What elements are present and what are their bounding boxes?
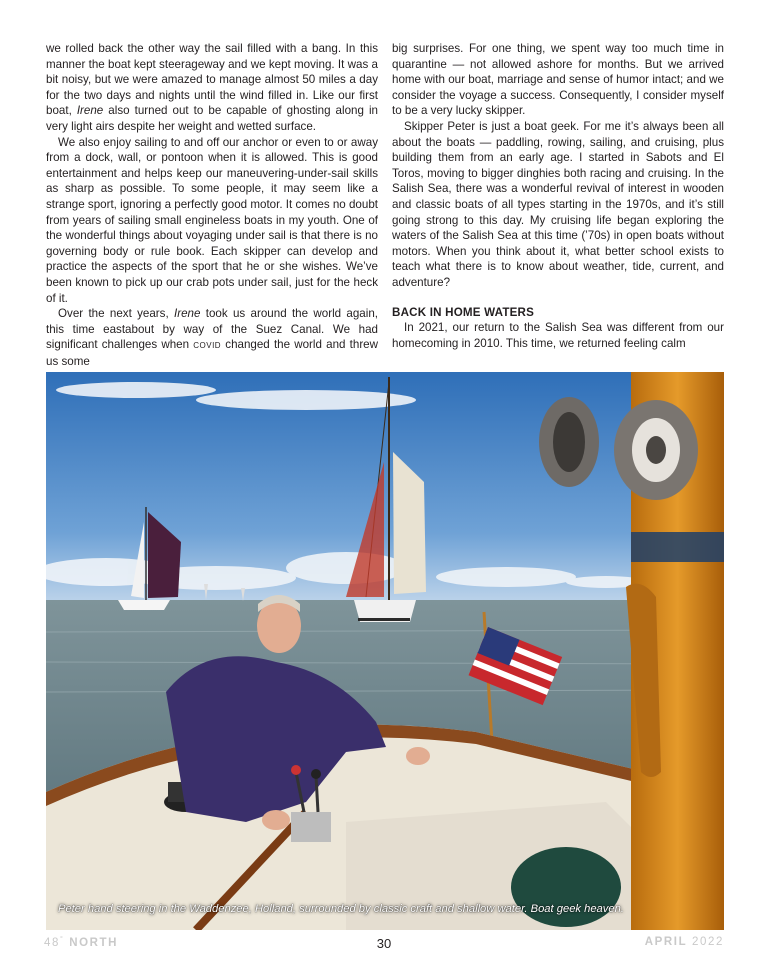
paragraph: Over the next years, Irene took us around the world again, this time eastabout by way of the Suez Canal. We had significant challenges when covid changed the world and threw us some (46, 307, 378, 368)
right-column (392, 41, 724, 351)
page-footer (0, 936, 768, 952)
section-heading: BACK IN HOME WATERS (392, 305, 535, 319)
issue-date: APRIL 2022 (644, 936, 724, 948)
sailing-scene-illustration (46, 372, 724, 930)
page-number: 30 (376, 936, 392, 951)
paragraph: big surprises. For one thing, we spent way too much time in quarantine — not allowed ashore for months. But we arrived home with our boat, marriage and sense of humor intact; and we consider the voyage a success. Consequently, I consider myself to be a very lucky skipper. (392, 42, 724, 118)
magazine-name: 48° NORTH (44, 936, 119, 949)
left-column (46, 41, 378, 369)
paragraph: In 2021, our return to the Salish Sea was different from our homecoming in 2010. This time, we returned feeling calm (392, 321, 724, 350)
boat-name: Irene (174, 307, 201, 321)
photo-caption: Peter hand steering in the Waddenzee, Holland, surrounded by classic craft and shallow water. Boat geek heaven. (58, 903, 624, 915)
boat-name: Irene (76, 104, 104, 118)
paragraph: We also enjoy sailing to and off our anchor or even to or away from a dock, wall, or pontoon when it is allowed. This is good entertainment and helps keep our maneuvering-under-sail skills as sharp as possible. To some people, it may seem like a strange sport, ignoring a perfectly good motor. It comes no doubt from years of sailing small engineless boats in my youth. One of the wonderful things about voyaging under sail is that there is no governing body or rule book. Each skipper can develop and practice the aspects of the sport that he or she wishes. We’ve been known to pick up our crab pots under sail, just for the heck of it. (46, 135, 378, 305)
article-photo (46, 372, 724, 930)
paragraph: we rolled back the other way the sail filled with a bang. In this manner the boat kept steerageway and we kept moving. It was a bit noisy, but we were amazed to manage almost 50 miles a day for the two days and nights until the wind filled in. Like our first boat, Irene also turned out to be capable of ghosting along in very light airs despite her weight and wetted surface. (46, 42, 378, 133)
paragraph: Skipper Peter is just a boat geek. For me it’s always been all about the boats — paddling, rowing, sailing, and cruising, plus building them from an early age. I started in Sabots and El Toros, moving to bigger dinghies both racing and cruising. In the Salish Sea, there was a wonderful revival of interest in wooden and classic boats of all types starting in the 1970s, and it’s still going strong to this day. My cruising life began exploring the waters of the Salish Sea at this time (’70s) in open boats without motors. When you think about it, what better school exists to teach what there is to know about weather, tide, current, and adventure? (392, 119, 724, 289)
